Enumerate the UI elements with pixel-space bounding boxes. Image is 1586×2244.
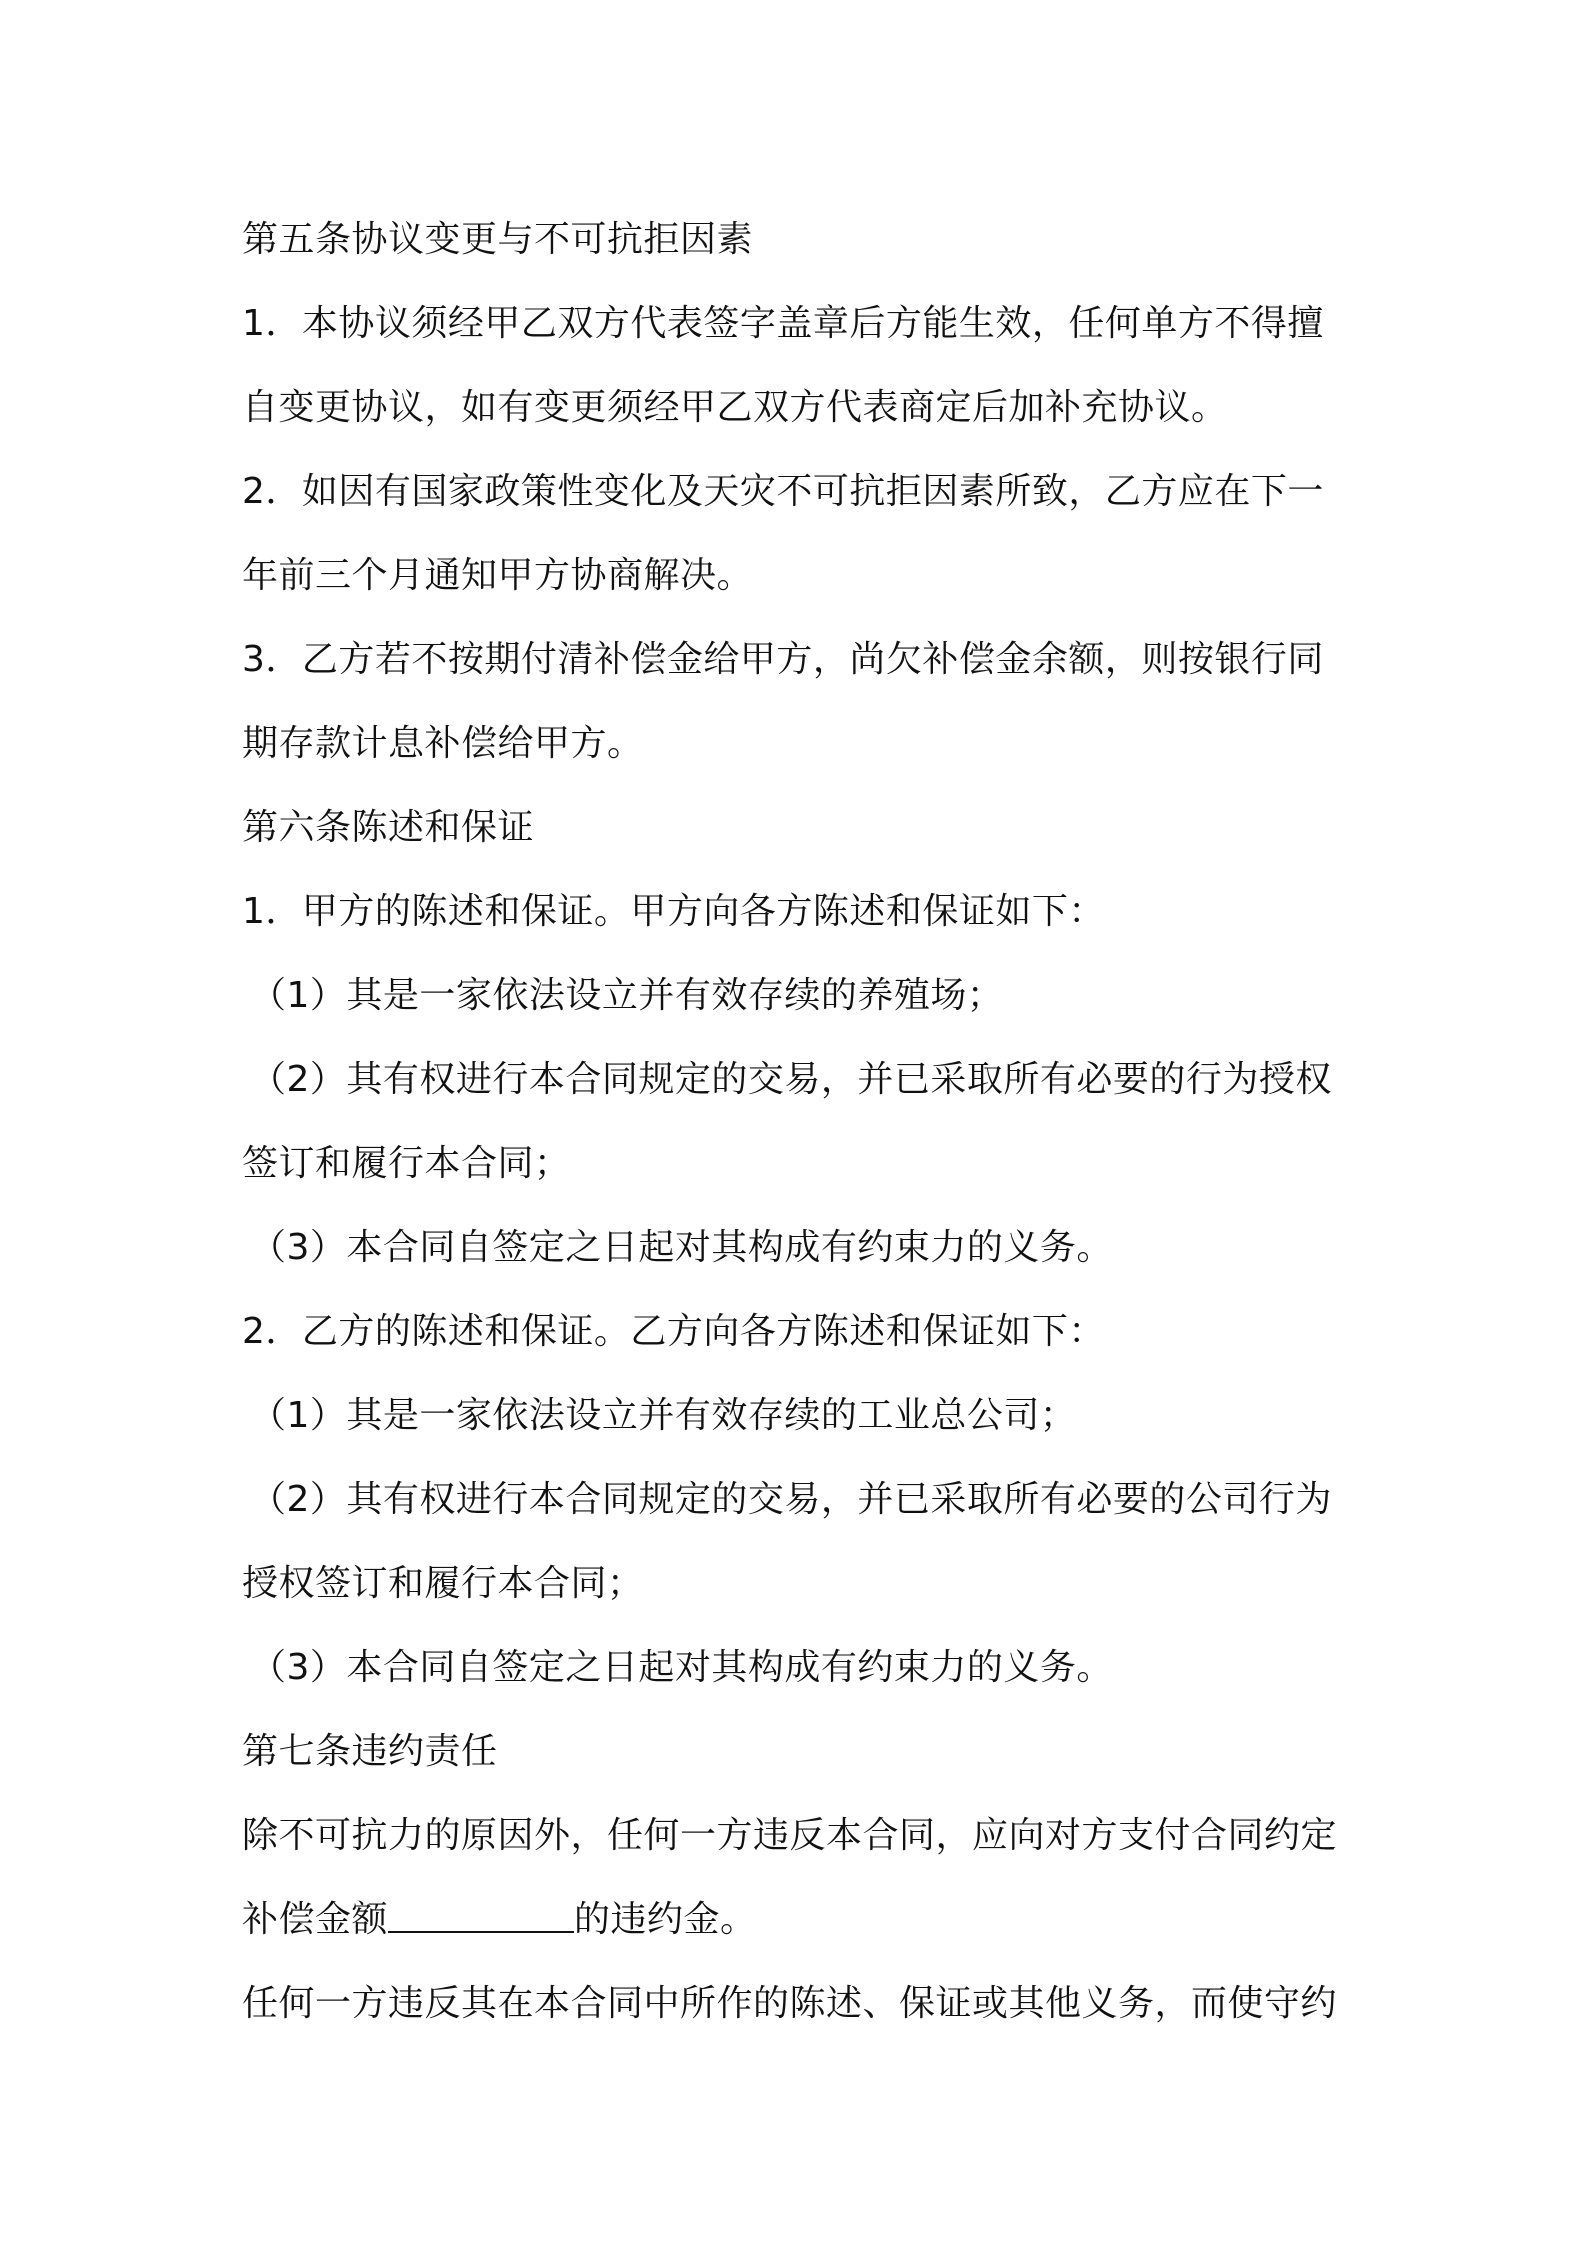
- paragraph-line: 任何一方违反其在本合同中所作的陈述、保证或其他义务，而使守约: [242, 1983, 1338, 2024]
- paragraph-line: 1．本协议须经甲乙双方代表签字盖章后方能生效，任何单方不得擅: [242, 303, 1324, 344]
- blank-suffix-text: 的违约金。: [574, 1899, 757, 1940]
- paragraph-line: 除不可抗力的原因外，任何一方违反本合同，应向对方支付合同约定: [242, 1815, 1338, 1856]
- blank-prefix-text: 补偿金额: [242, 1899, 389, 1940]
- document-body: [242, 198, 1358, 2046]
- paragraph-line: 年前三个月通知甲方协商解决。: [242, 555, 754, 596]
- list-item-line: （3）本合同自签定之日起对其构成有约束力的义务。: [250, 1647, 1113, 1688]
- list-item-line: （2）其有权进行本合同规定的交易，并已采取所有必要的行为授权: [250, 1059, 1332, 1100]
- paragraph-line: 1．甲方的陈述和保证。甲方向各方陈述和保证如下：: [242, 891, 1105, 932]
- paragraph-line: 3．乙方若不按期付清补偿金给甲方，尚欠补偿金余额，则按银行同: [242, 639, 1324, 680]
- paragraph-line-with-blank: [242, 1878, 1358, 1962]
- paragraph-line: 授权签订和履行本合同；: [242, 1563, 644, 1604]
- list-item-line: （2）其有权进行本合同规定的交易，并已采取所有必要的公司行为: [250, 1479, 1332, 1520]
- article-heading: 第五条协议变更与不可抗拒因素: [242, 219, 754, 260]
- paragraph-line: 签订和履行本合同；: [242, 1143, 571, 1184]
- paragraph-line: 2．乙方的陈述和保证。乙方向各方陈述和保证如下：: [242, 1311, 1105, 1352]
- article-heading: 第六条陈述和保证: [242, 807, 535, 848]
- fill-in-blank: [388, 1895, 574, 1933]
- paragraph-line: 自变更协议，如有变更须经甲乙双方代表商定后加补充协议。: [242, 387, 1228, 428]
- paragraph-line: 期存款计息补偿给甲方。: [242, 723, 644, 764]
- list-item-line: （1）其是一家依法设立并有效存续的工业总公司；: [250, 1395, 1077, 1436]
- list-item-line: （1）其是一家依法设立并有效存续的养殖场；: [250, 975, 1004, 1016]
- paragraph-line: 2．如因有国家政策性变化及天灾不可抗拒因素所致，乙方应在下一: [242, 471, 1324, 512]
- list-item-line: （3）本合同自签定之日起对其构成有约束力的义务。: [250, 1227, 1113, 1268]
- article-heading: 第七条违约责任: [242, 1731, 498, 1772]
